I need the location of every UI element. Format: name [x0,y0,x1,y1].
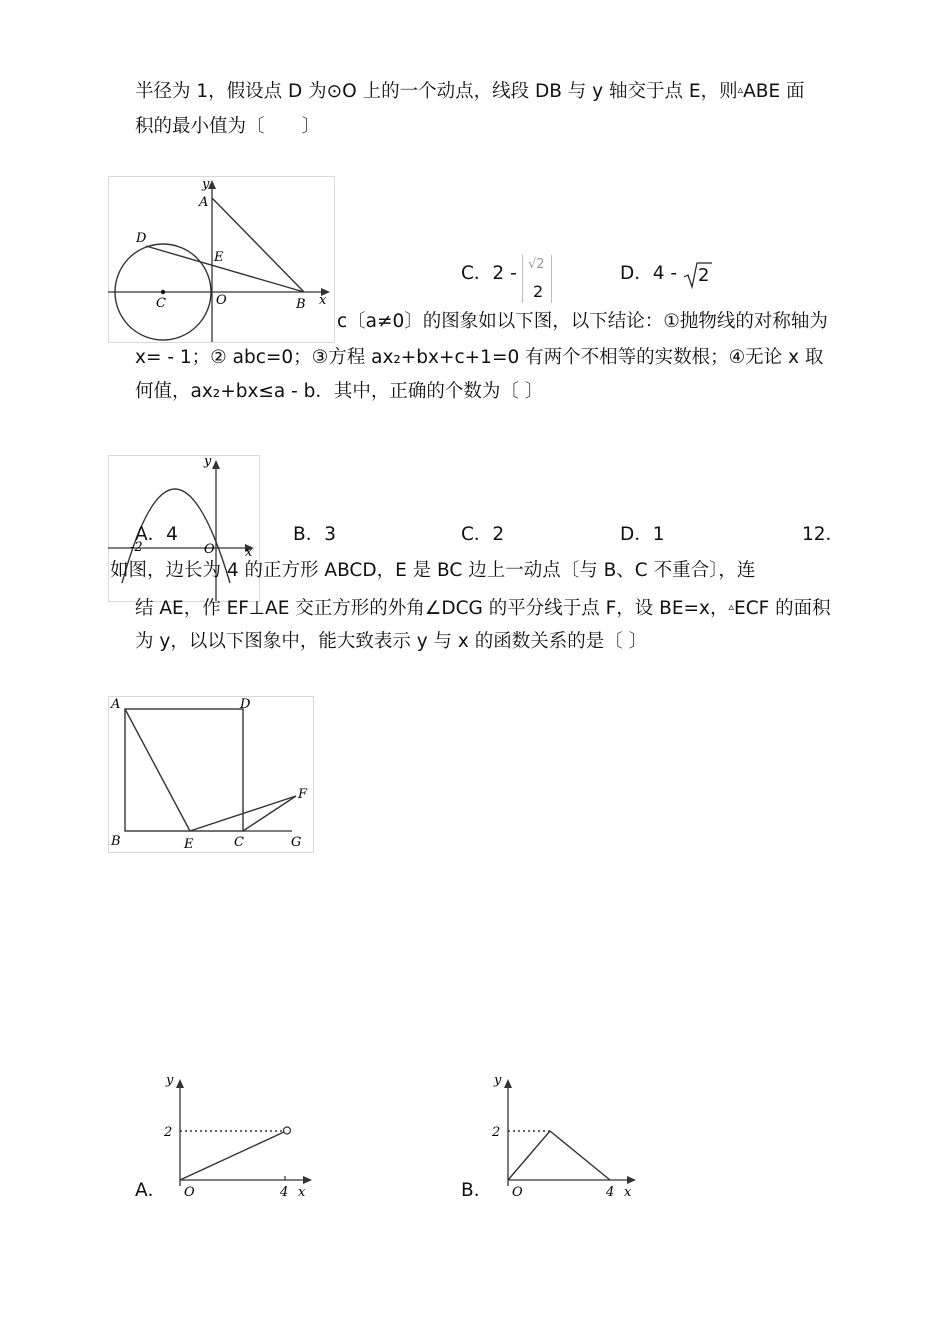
label-d: D [240,697,251,712]
triangle-symbol: ▵ [728,600,735,613]
q10-figure-svg [108,176,336,344]
x-axis-arrow-icon [303,1176,312,1184]
segment-cf [243,796,296,831]
label-x: x [624,1185,632,1200]
label-o: O [184,1185,195,1200]
graph-a-line [180,1132,284,1180]
option-d-label: D．4 - [620,263,678,284]
graph-b-svg [484,1072,649,1204]
label-o: O [512,1185,523,1200]
option-c-label: C．2 - [461,263,517,284]
open-endpoint [284,1127,291,1134]
q10-line-2: 积的最小值为〔 〕 [135,116,321,137]
option-c-fraction [522,255,552,303]
fraction-left-bar [522,255,523,303]
x-axis-arrow-icon [627,1176,636,1184]
segment-ae [125,709,190,831]
label-y: y [494,1073,502,1088]
q12-number: 12． [802,524,845,545]
q11-option-b: B．3 [293,524,336,545]
q10-figure [108,176,336,344]
label-x: x [298,1185,306,1200]
q12-line-2 [135,595,831,621]
y-axis-arrow-icon [504,1079,512,1088]
label-d: D [136,231,147,246]
q12-line-2a: 结 AE，作 EF⊥AE 交正方形的外角∠DCG 的平分线于点 F，设 BE=x， [135,598,729,619]
q10-option-d [620,262,677,286]
q11-option-a: A．4 [135,524,178,545]
graph-b-label: B． [461,1180,493,1201]
q11-option-d: D．1 [620,524,665,545]
fraction-right-bar [551,255,552,303]
q10-line-1-tail: ABE 面 [743,81,805,102]
option-d-sqrt [683,261,713,289]
label-b: B [296,297,306,312]
q12-figure-svg [108,696,315,854]
label-a: A [199,195,209,210]
label-x: x [245,545,253,560]
y-axis-arrow-icon [212,460,220,469]
label-y: y [166,1073,174,1088]
label-o: O [204,542,215,557]
figure-border [109,697,314,853]
center-point [161,290,165,294]
label-y: y [204,455,212,469]
graph-b-fall [550,1131,610,1180]
fraction-denominator: 2 [533,282,544,301]
q10-option-c [461,262,517,286]
graph-b-rise [508,1131,550,1180]
y-axis-arrow-icon [176,1079,184,1088]
label-4: 4 [280,1185,289,1200]
label-y: y [202,177,210,192]
label-x: x [319,293,327,308]
label-a: A [111,697,121,712]
q10-line-1 [135,78,805,104]
label-c: C [234,835,244,850]
triangle-symbol: ▵ [737,83,744,96]
label-2: 2 [164,1125,173,1140]
label-4: 4 [606,1185,615,1200]
graph-b [484,1072,649,1204]
label-neg2: -2 [130,540,143,555]
label-2: 2 [492,1125,501,1140]
q11-line-2: x= - 1；② abc=0；③方程 ax₂+bx+c+1=0 有两个不相等的实数根；④无论 x 取 [135,347,824,368]
sqrt-radicand: 2 [698,265,710,286]
q12-line-3: 为 y，以以下图象中，能大致表示 y 与 x 的函数关系的是〔 〕 [135,631,648,652]
q12-figure [108,696,315,854]
graph-a [156,1072,321,1204]
q10-line-1-text: 半径为 1，假设点 D 为⊙O 上的一个动点，线段 DB 与 y 轴交于点 E，则 [135,81,738,102]
q11-line-1: c〔a≠0〕的图象如以下图，以下结论：①抛物线的对称轴为 [337,311,828,332]
label-e: E [214,250,224,265]
fraction-numerator: √2 [528,257,545,272]
label-o: O [216,293,227,308]
square-abcd [125,709,243,831]
label-g: G [291,835,302,850]
label-f: F [298,787,308,802]
label-b: B [111,834,121,849]
segment-db [146,246,304,292]
q12-line-2b: ECF 的面积 [734,598,831,619]
q12-line-1: 如图，边长为 4 的正方形 ABCD，E 是 BC 边上一动点〔与 B、C 不重合〕，连 [110,560,756,581]
q11-option-c: C．2 [461,524,505,545]
label-e: E [184,837,194,852]
q11-line-3: 何值，ax₂+bx≤a - b．其中，正确的个数为〔 〕 [135,381,544,402]
label-c: C [156,296,166,311]
graph-a-svg [156,1072,321,1204]
graph-a-label: A． [135,1180,167,1201]
